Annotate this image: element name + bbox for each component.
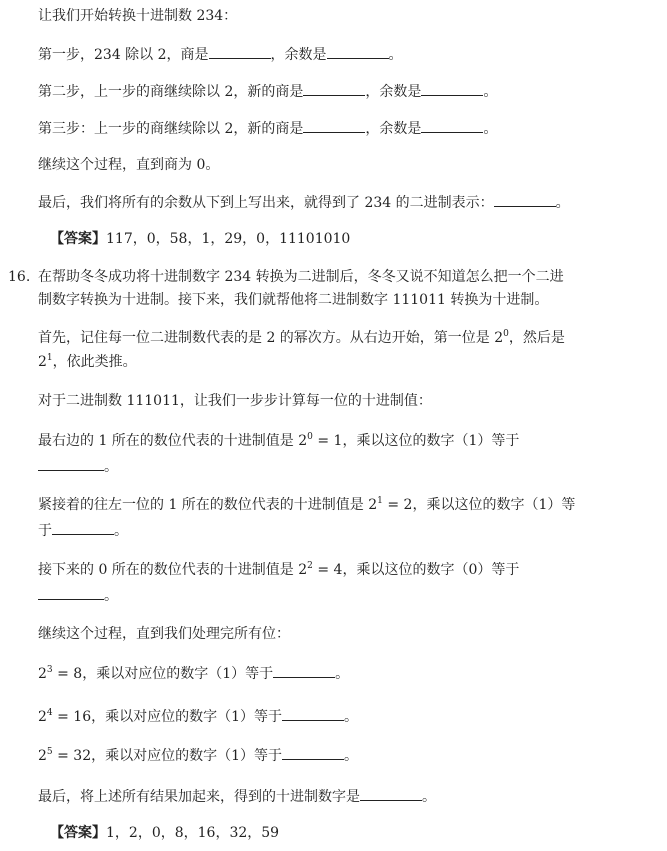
p3-text: 对于二进制数 111011，让我们一步步计算每一位的十进制值： bbox=[38, 393, 432, 409]
power-base: 2 bbox=[38, 354, 47, 370]
question-number bbox=[8, 267, 30, 287]
continue-line bbox=[38, 155, 219, 175]
s3-text: ，乘以对应位的数字（1）等于 bbox=[91, 748, 283, 764]
answer-blank[interactable] bbox=[303, 118, 365, 133]
p2-line-2 bbox=[38, 352, 137, 372]
question-text: 制数字转换为十进制。接下来，我们就帮他将二进制数字 111011 转换为十进制。 bbox=[38, 292, 549, 308]
step3-line bbox=[38, 118, 497, 139]
equation: = 8 bbox=[52, 666, 83, 682]
power-text-2: ，然后是 bbox=[508, 330, 565, 346]
period: 。 bbox=[555, 195, 570, 211]
answer-text: 1，2，0，8，16，32，59 bbox=[106, 825, 280, 841]
r1-line bbox=[38, 431, 519, 451]
answer-blank[interactable] bbox=[494, 192, 556, 207]
step2-line bbox=[38, 81, 497, 102]
equation: = 1 bbox=[312, 433, 343, 449]
exponent: 5 bbox=[46, 747, 53, 757]
power-text-3: ，依此类推。 bbox=[52, 354, 137, 370]
q16-line-1 bbox=[38, 267, 564, 287]
exponent: 0 bbox=[503, 329, 509, 339]
answer-tag: 【答案】 bbox=[50, 231, 106, 247]
exponent: 2 bbox=[307, 561, 313, 571]
s3-line bbox=[38, 745, 358, 766]
step1-text-2: ，余数是 bbox=[270, 47, 327, 63]
period: 。 bbox=[344, 709, 359, 725]
equation: = 4 bbox=[312, 562, 343, 578]
period: 。 bbox=[104, 459, 118, 475]
r1-line-2 bbox=[38, 456, 118, 477]
r2-text: 紧接着的往左一位的 1 所在的数位代表的十进制值是 2 bbox=[38, 497, 378, 513]
p4-line bbox=[38, 624, 290, 644]
answer-blank[interactable] bbox=[360, 786, 422, 801]
s2-text: ，乘以对应位的数字（1）等于 bbox=[91, 709, 283, 725]
equation: = 16 bbox=[52, 709, 92, 725]
r3-text-2: ，乘以这位的数字（0）等于 bbox=[342, 562, 520, 578]
answer-tag: 【答案】 bbox=[50, 825, 106, 841]
period: 。 bbox=[422, 789, 436, 805]
step1-line bbox=[38, 44, 403, 65]
answer-blank[interactable] bbox=[38, 456, 104, 471]
r3-text: 接下来的 0 所在的数位代表的十进制值是 2 bbox=[38, 562, 308, 578]
r2-text-2: ，乘以这位的数字（1）等 bbox=[412, 497, 576, 513]
final-sum-line bbox=[38, 786, 436, 807]
exponent: 1 bbox=[377, 496, 383, 506]
question-number-text: 16. bbox=[8, 269, 31, 285]
answer-blank[interactable] bbox=[209, 44, 271, 59]
power-base: 2 bbox=[38, 748, 47, 764]
r1-text: 最右边的 1 所在的数位代表的十进制值是 2 bbox=[38, 433, 308, 449]
r1-text-2: ，乘以这位的数字（1）等于 bbox=[342, 433, 520, 449]
answer-text: 117，0，58，1，29，0，11101010 bbox=[106, 231, 351, 247]
period: 。 bbox=[335, 666, 350, 682]
exponent: 1 bbox=[46, 353, 53, 363]
p3-line bbox=[38, 391, 432, 411]
s2-line bbox=[38, 706, 358, 727]
step1-text: 第一步，234 除以 2，商是 bbox=[38, 47, 209, 63]
power-text: 首先，记住每一位二进制数代表的是 2 的幂次方。从右边开始，第一位是 2 bbox=[38, 330, 504, 346]
answer-blank[interactable] bbox=[282, 745, 344, 760]
step2-text: 第二步，上一步的商继续除以 2，新的商是 bbox=[38, 84, 304, 100]
period: 。 bbox=[104, 588, 118, 604]
answer-blank[interactable] bbox=[273, 663, 335, 678]
answer-blank[interactable] bbox=[421, 118, 483, 133]
q16-line-2 bbox=[38, 290, 548, 310]
answer-blank[interactable] bbox=[421, 81, 483, 96]
period: 。 bbox=[388, 47, 403, 63]
p2-line-1 bbox=[38, 328, 565, 348]
intro-line bbox=[38, 6, 237, 26]
answer-line-2 bbox=[50, 823, 279, 843]
question-text: 在帮助冬冬成功将十进制数字 234 转换为二进制后，冬冬又说不知道怎么把一个二进 bbox=[38, 269, 564, 285]
period: 。 bbox=[483, 121, 498, 137]
s1-text: ，乘以对应位的数字（1）等于 bbox=[82, 666, 274, 682]
period: 。 bbox=[344, 748, 359, 764]
answer-blank[interactable] bbox=[52, 520, 114, 535]
p4-text: 继续这个过程，直到我们处理完所有位： bbox=[38, 626, 290, 642]
exponent: 0 bbox=[307, 432, 313, 442]
period: 。 bbox=[114, 523, 128, 539]
power-base: 2 bbox=[38, 666, 47, 682]
equation: = 32 bbox=[52, 748, 92, 764]
exponent: 3 bbox=[46, 665, 53, 675]
answer-blank[interactable] bbox=[327, 44, 389, 59]
step3-text: 第三步：上一步的商继续除以 2，新的商是 bbox=[38, 121, 304, 137]
s1-line bbox=[38, 663, 349, 684]
period: 。 bbox=[483, 84, 498, 100]
intro-text: 让我们开始转换十进制数 234： bbox=[38, 8, 238, 24]
r3-line-2 bbox=[38, 585, 118, 606]
power-base: 2 bbox=[38, 709, 47, 725]
r3-line bbox=[38, 560, 519, 580]
continue-text: 继续这个过程，直到商为 0。 bbox=[38, 157, 220, 173]
r2-text-3: 于 bbox=[38, 523, 52, 539]
final-sum-text: 最后，将上述所有结果加起来，得到的十进制数字是 bbox=[38, 789, 360, 805]
answer-blank[interactable] bbox=[303, 81, 365, 96]
r2-line-2 bbox=[38, 520, 128, 541]
answer-blank[interactable] bbox=[38, 585, 104, 600]
equation: = 2 bbox=[382, 497, 413, 513]
exponent: 4 bbox=[46, 708, 53, 718]
step3-text-2: ，余数是 bbox=[365, 121, 422, 137]
r2-line bbox=[38, 495, 575, 515]
answer-line-1 bbox=[50, 229, 350, 249]
answer-blank[interactable] bbox=[282, 706, 344, 721]
final-line bbox=[38, 192, 570, 213]
final-text: 最后，我们将所有的余数从下到上写出来，就得到了 234 的二进制表示： bbox=[38, 195, 494, 211]
step2-text-2: ，余数是 bbox=[365, 84, 422, 100]
